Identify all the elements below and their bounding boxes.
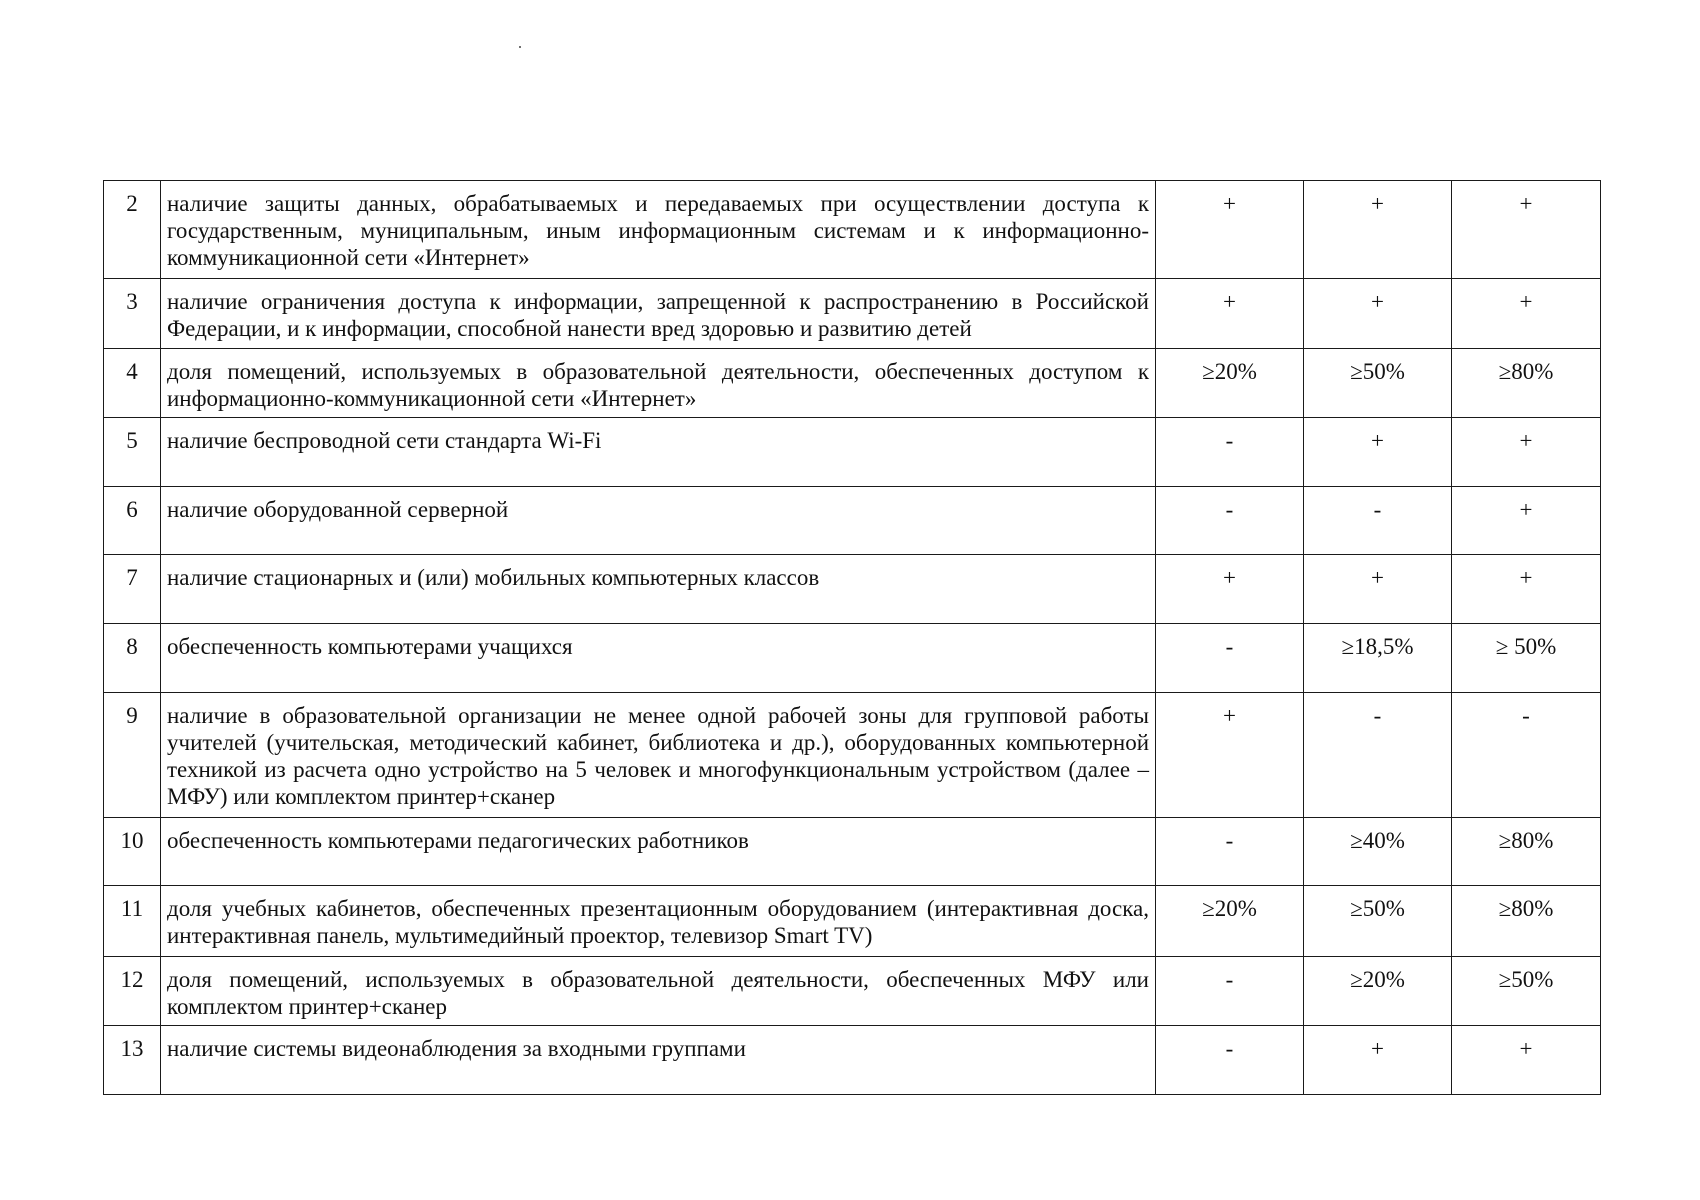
level-1-value: ≥20%	[1156, 886, 1304, 957]
row-number: 6	[104, 487, 161, 555]
level-3-value: +	[1452, 181, 1601, 279]
row-description: наличие защиты данных, обрабатываемых и передаваемых при осуществлении доступа к государственным, муниципальным, иным информационным системам и к информационно-коммуникационной сети «Интернет»	[161, 181, 1156, 279]
row-number: 11	[104, 886, 161, 957]
row-number: 7	[104, 555, 161, 624]
level-3-value: ≥80%	[1452, 886, 1601, 957]
table-row	[104, 418, 1601, 487]
level-2-value: -	[1304, 693, 1452, 818]
level-1-value: -	[1156, 418, 1304, 487]
level-3-value: +	[1452, 555, 1601, 624]
level-1-value: -	[1156, 624, 1304, 693]
level-3-value: +	[1452, 279, 1601, 349]
row-number: 9	[104, 693, 161, 818]
level-2-value: ≥50%	[1304, 886, 1452, 957]
level-3-value: +	[1452, 1026, 1601, 1095]
level-1-value: +	[1156, 693, 1304, 818]
level-3-value: +	[1452, 418, 1601, 487]
level-2-value: +	[1304, 418, 1452, 487]
level-1-value: +	[1156, 279, 1304, 349]
row-number: 2	[104, 181, 161, 279]
level-1-value: -	[1156, 957, 1304, 1026]
row-number: 4	[104, 349, 161, 418]
level-2-value: +	[1304, 279, 1452, 349]
row-number: 13	[104, 1026, 161, 1095]
row-description: наличие ограничения доступа к информации, запрещенной к распространению в Российской Федерации, и к информации, способной нанести вред здоровью и развитию детей	[161, 279, 1156, 349]
row-description: наличие беспроводной сети стандарта Wi-Fi	[161, 418, 1156, 487]
table-row	[104, 487, 1601, 555]
table-row	[104, 624, 1601, 693]
criteria-table-body	[104, 181, 1601, 1095]
level-1-value: +	[1156, 181, 1304, 279]
row-number: 10	[104, 818, 161, 886]
level-1-value: +	[1156, 555, 1304, 624]
level-2-value: +	[1304, 555, 1452, 624]
level-2-value: ≥20%	[1304, 957, 1452, 1026]
level-2-value: ≥50%	[1304, 349, 1452, 418]
level-2-value: +	[1304, 1026, 1452, 1095]
row-description: обеспеченность компьютерами учащихся	[161, 624, 1156, 693]
table-row	[104, 1026, 1601, 1095]
scan-speck	[519, 46, 521, 48]
level-1-value: -	[1156, 818, 1304, 886]
row-number: 3	[104, 279, 161, 349]
table-row	[104, 555, 1601, 624]
level-3-value: ≥80%	[1452, 349, 1601, 418]
row-description: наличие стационарных и (или) мобильных компьютерных классов	[161, 555, 1156, 624]
level-3-value: -	[1452, 693, 1601, 818]
criteria-table	[103, 180, 1601, 1095]
row-number: 5	[104, 418, 161, 487]
row-description: доля помещений, используемых в образовательной деятельности, обеспеченных МФУ или комплектом принтер+сканер	[161, 957, 1156, 1026]
table-row	[104, 279, 1601, 349]
table-row	[104, 181, 1601, 279]
row-description: обеспеченность компьютерами педагогических работников	[161, 818, 1156, 886]
table-row	[104, 886, 1601, 957]
table-row	[104, 818, 1601, 886]
table-row	[104, 957, 1601, 1026]
table-row	[104, 693, 1601, 818]
level-2-value: ≥18,5%	[1304, 624, 1452, 693]
table-row	[104, 349, 1601, 418]
row-description: наличие системы видеонаблюдения за входными группами	[161, 1026, 1156, 1095]
level-3-value: ≥80%	[1452, 818, 1601, 886]
row-number: 8	[104, 624, 161, 693]
level-3-value: +	[1452, 487, 1601, 555]
level-1-value: -	[1156, 487, 1304, 555]
level-2-value: -	[1304, 487, 1452, 555]
level-3-value: ≥ 50%	[1452, 624, 1601, 693]
level-1-value: ≥20%	[1156, 349, 1304, 418]
level-2-value: +	[1304, 181, 1452, 279]
row-description: доля помещений, используемых в образовательной деятельности, обеспеченных доступом к информационно-коммуникационной сети «Интернет»	[161, 349, 1156, 418]
row-description: доля учебных кабинетов, обеспеченных презентационным оборудованием (интерактивная доска, интерактивная панель, мультимедийный проектор, телевизор Smart TV)	[161, 886, 1156, 957]
row-number: 12	[104, 957, 161, 1026]
level-1-value: -	[1156, 1026, 1304, 1095]
row-description: наличие оборудованной серверной	[161, 487, 1156, 555]
level-3-value: ≥50%	[1452, 957, 1601, 1026]
level-2-value: ≥40%	[1304, 818, 1452, 886]
row-description: наличие в образовательной организации не менее одной рабочей зоны для групповой работы учителей (учительская, методический кабинет, библиотека и др.), оборудованных компьютерной техникой из расчета одно устройство на 5 человек и многофункциональным устройством (далее – МФУ) или комплектом принтер+сканер	[161, 693, 1156, 818]
